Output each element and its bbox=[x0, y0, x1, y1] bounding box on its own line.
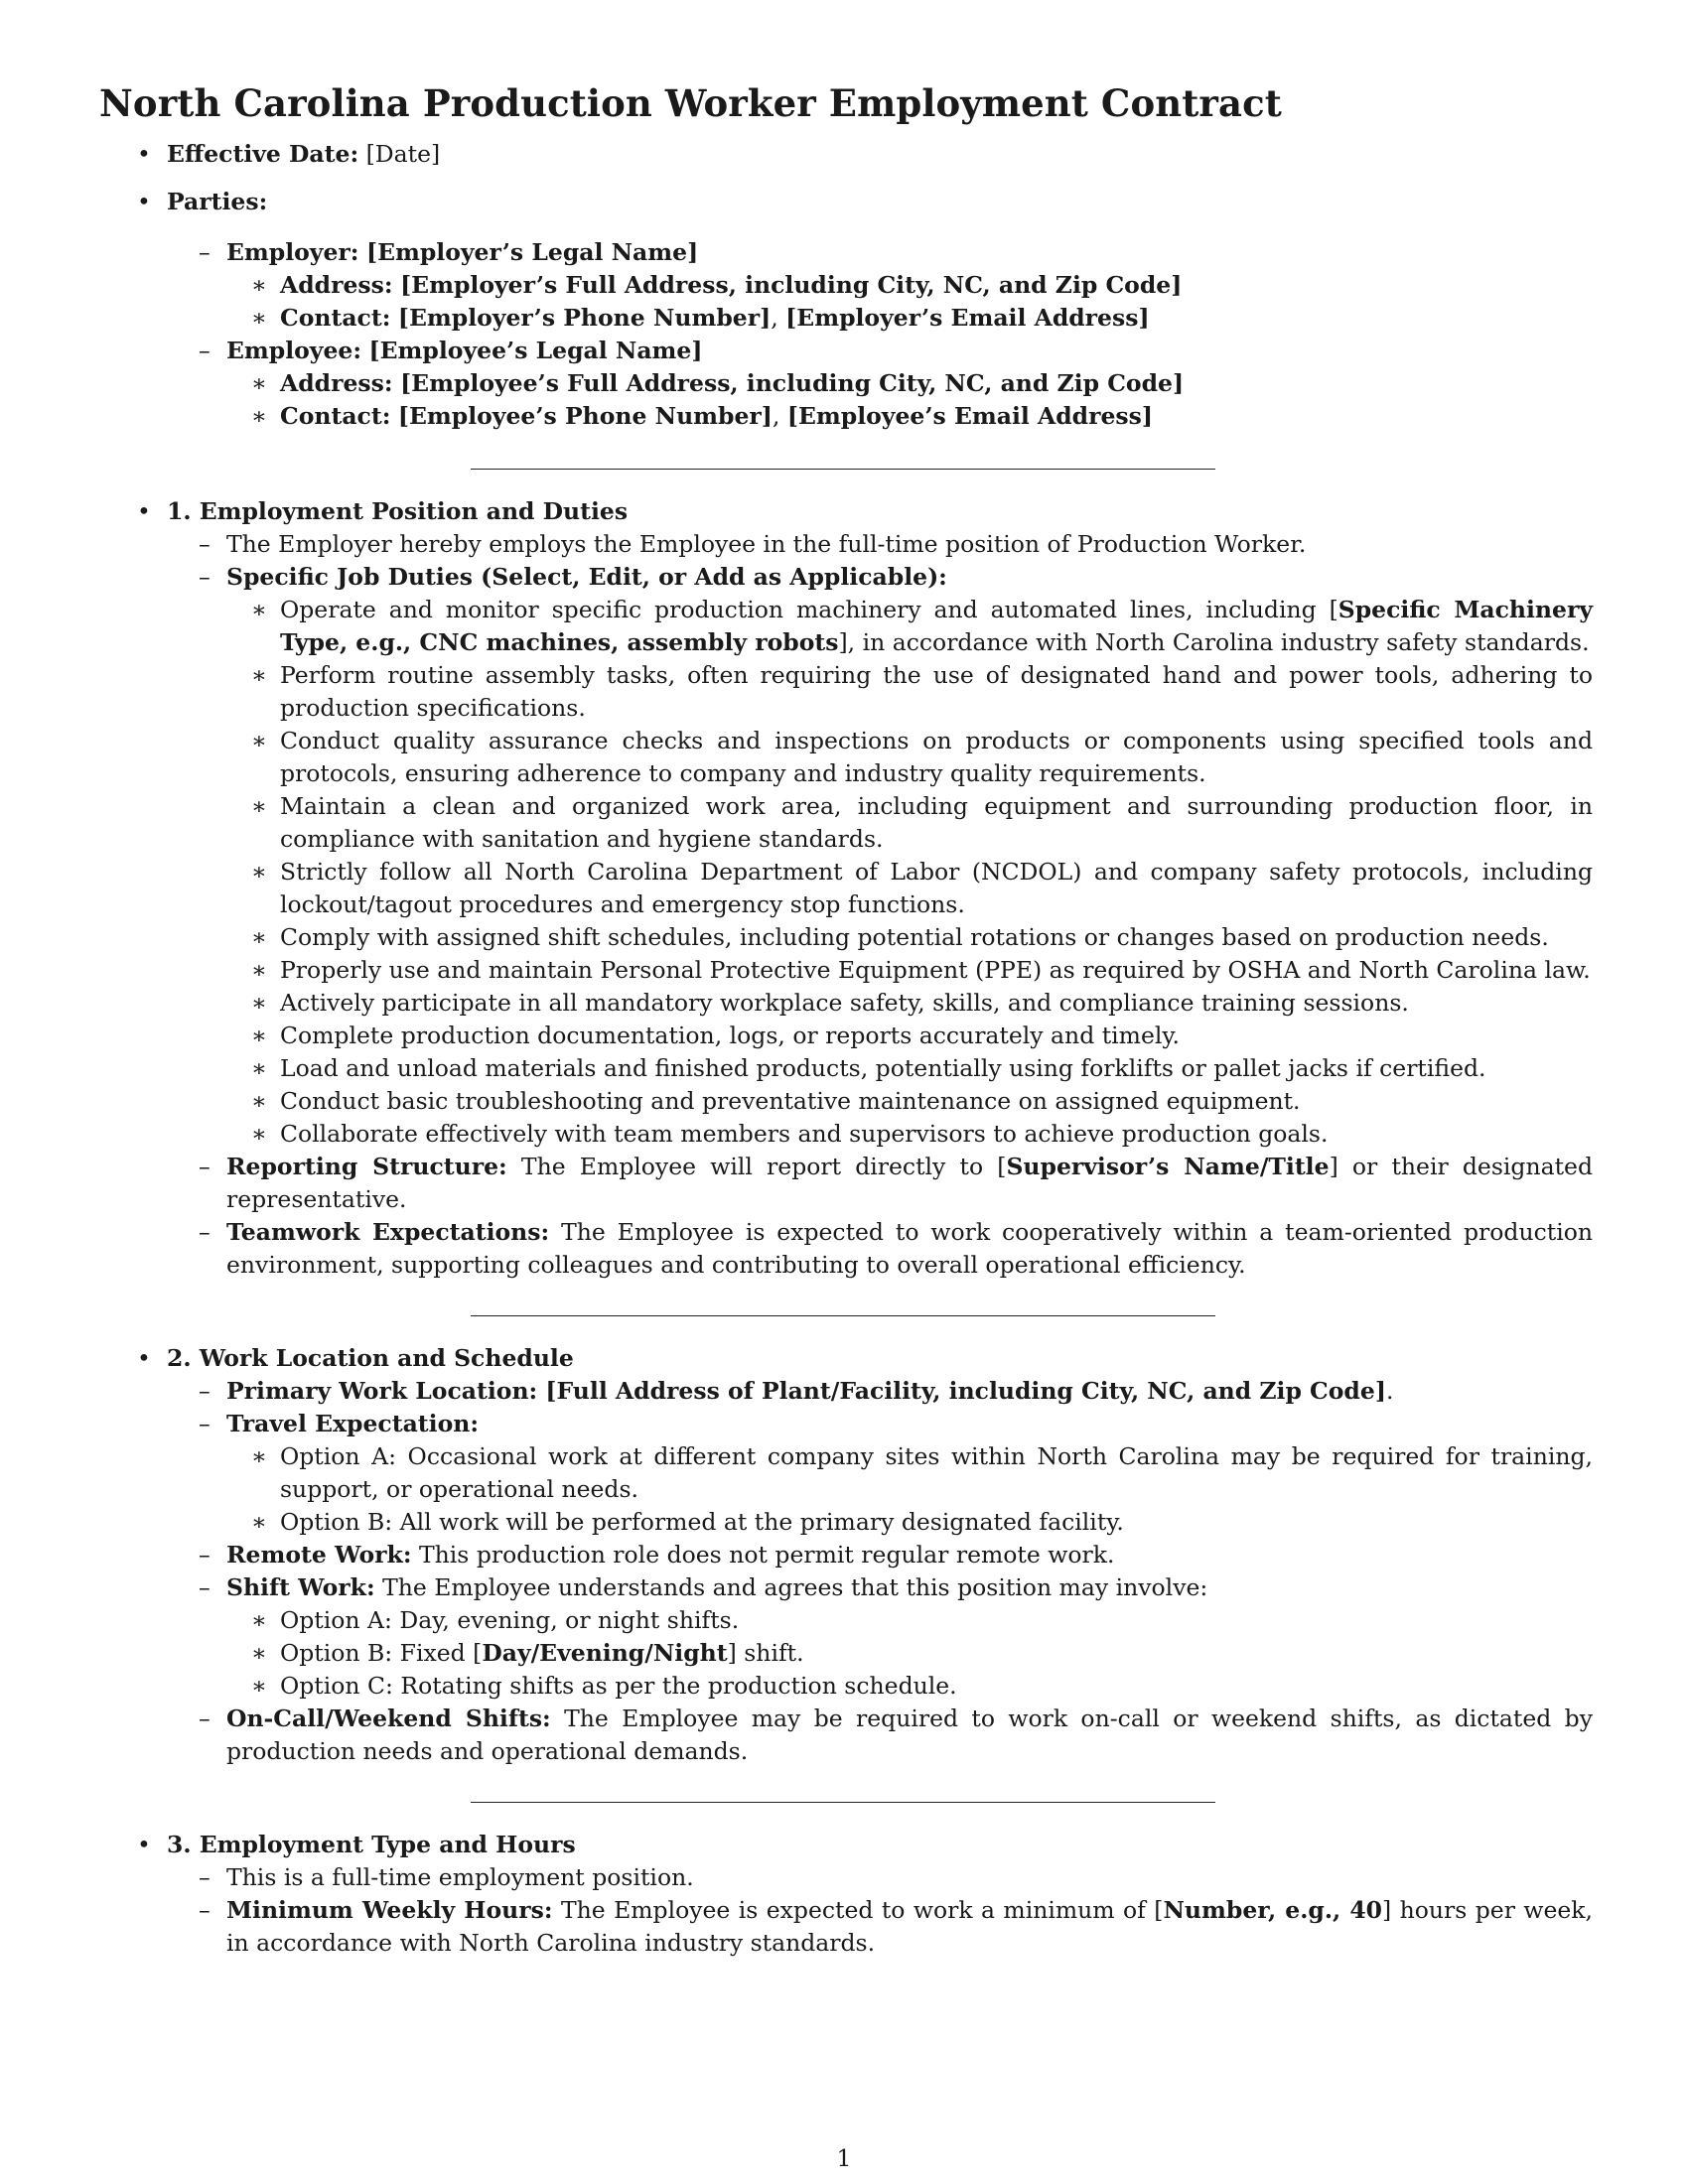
asterisk: ∗ bbox=[251, 1022, 267, 1049]
asterisk: ∗ bbox=[251, 956, 267, 984]
employee-phone: [Employee’s Phone Number] bbox=[397, 402, 773, 430]
shift-label: Shift Work: bbox=[226, 1573, 375, 1601]
punctuation: . bbox=[1385, 1377, 1394, 1405]
facility-address-placeholder: [Full Address of Plant/Facility, including City, NC, and Zip Code] bbox=[545, 1377, 1386, 1405]
duty-text: Load and unload materials and finished products, potentially using forklifts or pallet jacks if certified. bbox=[280, 1054, 1486, 1082]
remote-label: Remote Work: bbox=[226, 1541, 412, 1569]
travel-item bbox=[99, 1408, 1589, 1440]
duty-text: Strictly follow all North Carolina Department of Labor (NCDOL) and company safety protocols, including lockout/tagout procedures and emergency stop functions. bbox=[280, 858, 1593, 918]
section-divider bbox=[471, 1315, 1215, 1316]
bullet: • bbox=[137, 1831, 151, 1858]
section-3-title: 3. Employment Type and Hours bbox=[167, 1831, 576, 1858]
page-number: 1 bbox=[836, 2144, 852, 2172]
asterisk: ∗ bbox=[251, 661, 267, 689]
duty-text: Properly use and maintain Personal Protective Equipment (PPE) as required by OSHA and North Carolina law. bbox=[280, 956, 1591, 984]
min-hours-text: ] hours per week, in accordance with North Carolina industry standards. bbox=[226, 1896, 1593, 1957]
asterisk: ∗ bbox=[251, 1054, 267, 1082]
dash: – bbox=[199, 238, 211, 266]
duty-text: Complete production documentation, logs, or reports accurately and timely. bbox=[280, 1022, 1181, 1049]
teamwork-label: Teamwork Expectations: bbox=[226, 1218, 550, 1246]
teamwork-item bbox=[99, 1216, 1593, 1282]
duty-item bbox=[99, 1020, 1593, 1052]
travel-option bbox=[99, 1506, 1593, 1539]
reporting-text: The Employee will report directly to [ bbox=[506, 1153, 1007, 1180]
min-hours-item bbox=[99, 1894, 1593, 1960]
oncall-item bbox=[99, 1703, 1593, 1768]
document-title: North Carolina Production Worker Employment Contract bbox=[99, 81, 1282, 125]
section-1-intro bbox=[99, 528, 1593, 561]
shift-placeholder: Day/Evening/Night bbox=[482, 1639, 728, 1667]
machinery-placeholder: Specific Machinery Type, e.g., CNC machines, assembly robots bbox=[280, 596, 1593, 656]
primary-location-label: Primary Work Location: bbox=[226, 1377, 546, 1405]
effective-date-value: [Date] bbox=[365, 140, 441, 168]
asterisk: ∗ bbox=[251, 271, 267, 299]
bullet: • bbox=[137, 140, 151, 168]
supervisor-placeholder: Supervisor’s Name/Title bbox=[1006, 1153, 1330, 1180]
travel-option bbox=[99, 1440, 1593, 1506]
option-text: ] shift. bbox=[727, 1639, 804, 1667]
section-2-title: 2. Work Location and Schedule bbox=[167, 1344, 574, 1372]
asterisk: ∗ bbox=[251, 1442, 267, 1470]
asterisk: ∗ bbox=[251, 1606, 267, 1634]
duty-item bbox=[99, 856, 1593, 921]
employee-email: [Employee’s Email Address] bbox=[786, 402, 1154, 430]
asterisk: ∗ bbox=[251, 727, 267, 754]
remote-work-item bbox=[99, 1539, 1593, 1571]
shift-work-item bbox=[99, 1571, 1593, 1604]
employer-name: [Employer’s Legal Name] bbox=[365, 238, 699, 266]
primary-location-item bbox=[99, 1375, 1589, 1408]
bullet: • bbox=[137, 188, 151, 215]
shift-option bbox=[99, 1670, 1589, 1703]
dash: – bbox=[199, 530, 211, 558]
duty-text: Conduct quality assurance checks and inspections on products or components using specified tools and protocols, ensuring adherence to company and industry quality requirements. bbox=[280, 727, 1593, 787]
employer-contact-item: ∗ Contact: [Employer’s Phone Number], [Employer’s Email Address] bbox=[99, 302, 1589, 335]
employer-phone: [Employer’s Phone Number] bbox=[397, 304, 772, 332]
asterisk: ∗ bbox=[251, 792, 267, 820]
asterisk: ∗ bbox=[251, 989, 267, 1017]
section-divider bbox=[471, 1802, 1215, 1803]
duty-text: Perform routine assembly tasks, often requiring the use of designated hand and power tools, adhering to production specifications. bbox=[280, 661, 1593, 722]
option-text: Option A: Day, evening, or night shifts. bbox=[280, 1606, 740, 1634]
employee-address: [Employee’s Full Address, including City, NC, and Zip Code] bbox=[400, 369, 1185, 397]
option-text: Option A: Occasional work at different company sites within North Carolina may be required for training, support, or operational needs. bbox=[280, 1442, 1593, 1503]
dash: – bbox=[199, 337, 211, 364]
asterisk: ∗ bbox=[251, 402, 267, 430]
employee-label: Employee: bbox=[226, 337, 362, 364]
dash: – bbox=[199, 1705, 211, 1732]
duty-item bbox=[99, 987, 1593, 1020]
duty-text: Maintain a clean and organized work area, including equipment and surrounding production floor, in compliance with sanitation and hygiene standards. bbox=[280, 792, 1593, 853]
parties-item bbox=[99, 186, 1589, 218]
asterisk: ∗ bbox=[251, 858, 267, 886]
shift-text: The Employee understands and agrees that this position may involve: bbox=[374, 1573, 1208, 1601]
teamwork-text: The Employee is expected to work cooperatively within a team-oriented production environment, supporting colleagues and contributing to overall operational efficiency. bbox=[226, 1218, 1594, 1279]
hours-placeholder: Number, e.g., 40 bbox=[1163, 1896, 1383, 1924]
duty-item bbox=[99, 659, 1593, 725]
employee-address-item bbox=[99, 367, 1589, 400]
dash: – bbox=[199, 1218, 211, 1246]
employer-address-label: Address: bbox=[280, 271, 393, 299]
asterisk: ∗ bbox=[251, 1639, 267, 1667]
min-hours-text: The Employee is expected to work a minimum of [ bbox=[552, 1896, 1164, 1924]
parties-label: Parties: bbox=[167, 188, 268, 215]
duty-item bbox=[99, 725, 1593, 790]
duty-item bbox=[99, 954, 1593, 987]
dash: – bbox=[199, 563, 211, 591]
shift-option bbox=[99, 1637, 1589, 1670]
bullet: • bbox=[137, 497, 151, 525]
remote-text: This production role does not permit regular remote work. bbox=[411, 1541, 1115, 1569]
employee-address-label: Address: bbox=[280, 369, 393, 397]
asterisk: ∗ bbox=[251, 596, 267, 623]
asterisk: ∗ bbox=[251, 1120, 267, 1148]
oncall-text: The Employee may be required to work on-call or weekend shifts, as dictated by production needs and operational demands. bbox=[226, 1705, 1593, 1765]
duties-label-item bbox=[99, 561, 1589, 594]
dash: – bbox=[199, 1573, 211, 1601]
section-2-heading bbox=[99, 1342, 1589, 1375]
employee-contact-item: ∗ Contact: [Employee’s Phone Number], [Employee’s Email Address] bbox=[99, 400, 1589, 433]
intro-text: The Employer hereby employs the Employee in the full-time position of Production Worker. bbox=[226, 530, 1307, 558]
section-1-heading bbox=[99, 495, 1589, 528]
asterisk: ∗ bbox=[251, 923, 267, 951]
asterisk: ∗ bbox=[251, 369, 267, 397]
duty-item bbox=[99, 594, 1593, 659]
dash: – bbox=[199, 1153, 211, 1180]
asterisk: ∗ bbox=[251, 1087, 267, 1115]
min-hours-label: Minimum Weekly Hours: bbox=[226, 1896, 553, 1924]
reporting-structure-item bbox=[99, 1151, 1593, 1216]
duty-text: Collaborate effectively with team members and supervisors to achieve production goals. bbox=[280, 1120, 1329, 1148]
section-divider bbox=[471, 469, 1215, 470]
asterisk: ∗ bbox=[251, 304, 267, 332]
oncall-label: On-Call/Weekend Shifts: bbox=[226, 1705, 551, 1732]
duty-text: Comply with assigned shift schedules, including potential rotations or changes based on production needs. bbox=[280, 923, 1549, 951]
fulltime-item bbox=[99, 1861, 1589, 1894]
reporting-label: Reporting Structure: bbox=[226, 1153, 507, 1180]
duty-text: ], in accordance with North Carolina industry safety standards. bbox=[838, 628, 1590, 656]
shift-option bbox=[99, 1604, 1589, 1637]
duties-label: Specific Job Duties (Select, Edit, or Add as Applicable): bbox=[226, 563, 947, 591]
employee-name: [Employee’s Legal Name] bbox=[368, 337, 703, 364]
duty-text: Operate and monitor specific production machinery and automated lines, including [ bbox=[280, 596, 1338, 623]
bullet: • bbox=[137, 1344, 151, 1372]
employer-item bbox=[99, 236, 1589, 269]
travel-label: Travel Expectation: bbox=[226, 1410, 480, 1437]
dash: – bbox=[199, 1896, 211, 1924]
duty-item bbox=[99, 1118, 1593, 1151]
asterisk: ∗ bbox=[251, 1508, 267, 1536]
duty-item bbox=[99, 921, 1593, 954]
dash: – bbox=[199, 1863, 211, 1891]
employer-address: [Employer’s Full Address, including City, NC, and Zip Code] bbox=[400, 271, 1183, 299]
section-3-heading bbox=[99, 1829, 1589, 1861]
option-text: Option B: All work will be performed at the primary designated facility. bbox=[280, 1508, 1124, 1536]
employer-email: [Employer’s Email Address] bbox=[785, 304, 1150, 332]
asterisk: ∗ bbox=[251, 1672, 267, 1700]
employer-label: Employer: bbox=[226, 238, 359, 266]
section-1-title: 1. Employment Position and Duties bbox=[167, 497, 629, 525]
duty-text: Actively participate in all mandatory workplace safety, skills, and compliance training sessions. bbox=[280, 989, 1409, 1017]
employee-item bbox=[99, 335, 1589, 367]
duty-item bbox=[99, 790, 1593, 856]
dash: – bbox=[199, 1410, 211, 1437]
contract-page bbox=[99, 81, 1594, 1960]
employee-contact-label: Contact: bbox=[280, 402, 391, 430]
reporting-text: ] or their designated representative. bbox=[226, 1153, 1593, 1213]
duty-item bbox=[99, 1052, 1593, 1085]
fulltime-text: This is a full-time employment position. bbox=[226, 1863, 694, 1891]
duty-text: Conduct basic troubleshooting and preventative maintenance on assigned equipment. bbox=[280, 1087, 1301, 1115]
dash: – bbox=[199, 1377, 211, 1405]
option-text: Option B: Fixed [ bbox=[280, 1639, 483, 1667]
dash: – bbox=[199, 1541, 211, 1569]
effective-date-item bbox=[99, 138, 1589, 171]
employer-address-item bbox=[99, 269, 1589, 302]
employer-contact-label: Contact: bbox=[280, 304, 391, 332]
duty-item bbox=[99, 1085, 1593, 1118]
effective-date-label: Effective Date: bbox=[167, 140, 359, 168]
option-text: Option C: Rotating shifts as per the production schedule. bbox=[280, 1672, 957, 1700]
